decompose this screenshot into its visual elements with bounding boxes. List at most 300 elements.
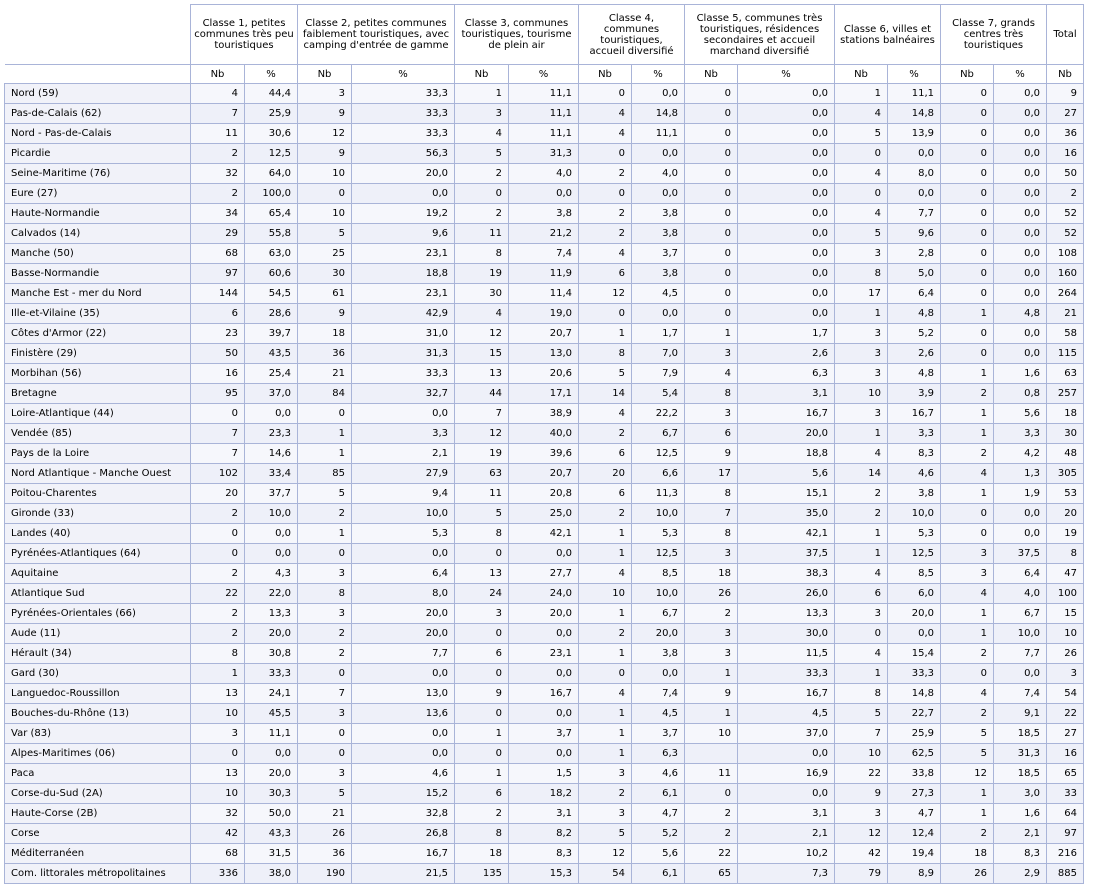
- pct-cell: 11,3: [632, 484, 685, 504]
- nb-cell: 0: [941, 124, 994, 144]
- nb-cell: 97: [191, 264, 245, 284]
- nb-cell: 2: [579, 624, 632, 644]
- pct-cell: 0,0: [632, 304, 685, 324]
- nb-cell: 0: [941, 224, 994, 244]
- nb-cell: 0: [579, 144, 632, 164]
- pct-cell: 24,0: [509, 584, 579, 604]
- pct-cell: 11,1: [245, 724, 298, 744]
- pct-cell: 30,0: [738, 624, 835, 644]
- nb-cell: 42: [191, 824, 245, 844]
- pct-cell: 0,0: [509, 664, 579, 684]
- nb-cell: 1: [685, 704, 738, 724]
- pct-cell: 7,7: [888, 204, 941, 224]
- nb-cell: 0: [941, 244, 994, 264]
- pct-cell: 24,1: [245, 684, 298, 704]
- nb-cell: 61: [298, 284, 352, 304]
- nb-cell: 4: [835, 644, 888, 664]
- pct-cell: 30,3: [245, 784, 298, 804]
- pct-cell: 0,0: [738, 104, 835, 124]
- total-cell: 22: [1047, 704, 1084, 724]
- nb-cell: 3: [685, 644, 738, 664]
- pct-cell: 10,0: [888, 504, 941, 524]
- nb-cell: 1: [191, 664, 245, 684]
- nb-cell: 1: [835, 84, 888, 104]
- nb-header: Nb: [579, 65, 632, 84]
- total-cell: 27: [1047, 724, 1084, 744]
- table-row: [5, 144, 1084, 164]
- nb-cell: 1: [941, 304, 994, 324]
- pct-cell: 14,8: [888, 104, 941, 124]
- nb-cell: 8: [298, 584, 352, 604]
- nb-cell: 1: [941, 364, 994, 384]
- nb-cell: 3: [835, 404, 888, 424]
- nb-cell: 0: [685, 124, 738, 144]
- nb-cell: 4: [941, 684, 994, 704]
- pct-cell: 8,0: [352, 584, 455, 604]
- pct-cell: 0,0: [994, 504, 1047, 524]
- pct-cell: 7,3: [738, 864, 835, 884]
- table-row: [5, 344, 1084, 364]
- pct-cell: 0,0: [994, 664, 1047, 684]
- row-label: Hérault (34): [5, 644, 191, 664]
- nb-cell: 0: [298, 184, 352, 204]
- pct-cell: 33,3: [738, 664, 835, 684]
- nb-cell: 2: [941, 824, 994, 844]
- pct-cell: 8,3: [509, 844, 579, 864]
- pct-cell: 12,5: [888, 544, 941, 564]
- pct-cell: 3,7: [509, 724, 579, 744]
- total-cell: 27: [1047, 104, 1084, 124]
- pct-cell: 39,6: [509, 444, 579, 464]
- nb-cell: 5: [835, 124, 888, 144]
- nb-cell: 4: [579, 404, 632, 424]
- nb-cell: 8: [455, 524, 509, 544]
- pct-cell: 5,4: [632, 384, 685, 404]
- nb-cell: 68: [191, 844, 245, 864]
- pct-cell: 0,0: [352, 664, 455, 684]
- pct-cell: 0,0: [509, 624, 579, 644]
- nb-cell: 10: [298, 204, 352, 224]
- pct-cell: 2,1: [738, 824, 835, 844]
- pct-cell: 8,5: [632, 564, 685, 584]
- nb-cell: 11: [191, 124, 245, 144]
- pct-cell: 2,6: [888, 344, 941, 364]
- pct-cell: 5,6: [632, 844, 685, 864]
- pct-cell: 16,7: [738, 404, 835, 424]
- nb-cell: 1: [835, 304, 888, 324]
- pct-cell: 25,4: [245, 364, 298, 384]
- pct-cell: 11,1: [888, 84, 941, 104]
- pct-cell: 3,8: [632, 224, 685, 244]
- pct-cell: 37,0: [245, 384, 298, 404]
- pct-cell: 0,0: [738, 184, 835, 204]
- nb-cell: 8: [685, 484, 738, 504]
- nb-cell: 3: [298, 764, 352, 784]
- total-cell: 63: [1047, 364, 1084, 384]
- pct-cell: 0,0: [994, 264, 1047, 284]
- nb-cell: 5: [455, 504, 509, 524]
- pct-cell: 0,0: [994, 144, 1047, 164]
- nb-cell: 26: [298, 824, 352, 844]
- nb-cell: 5: [941, 744, 994, 764]
- nb-cell: 42: [835, 844, 888, 864]
- nb-cell: 6: [835, 584, 888, 604]
- nb-cell: 2: [835, 504, 888, 524]
- pct-cell: 21,5: [352, 864, 455, 884]
- pct-cell: 33,3: [352, 104, 455, 124]
- nb-cell: 102: [191, 464, 245, 484]
- pct-cell: 10,0: [632, 504, 685, 524]
- pct-cell: 3,1: [738, 384, 835, 404]
- pct-cell: 4,8: [888, 304, 941, 324]
- nb-cell: 4: [191, 84, 245, 104]
- nb-cell: 8: [685, 384, 738, 404]
- table-row: [5, 584, 1084, 604]
- row-label: Nord Atlantique - Manche Ouest: [5, 464, 191, 484]
- nb-cell: 54: [579, 864, 632, 884]
- table-row: [5, 384, 1084, 404]
- table-row: [5, 744, 1084, 764]
- row-label: Seine-Maritime (76): [5, 164, 191, 184]
- row-label: Vendée (85): [5, 424, 191, 444]
- pct-cell: 0,0: [738, 224, 835, 244]
- pct-cell: 6,7: [994, 604, 1047, 624]
- nb-cell: 63: [455, 464, 509, 484]
- nb-cell: 0: [191, 744, 245, 764]
- pct-cell: 8,5: [888, 564, 941, 584]
- class-5-header: Classe 5, communes très touristiques, résidences secondaires et accueil marchand diversifié: [685, 5, 835, 65]
- nb-cell: 0: [835, 184, 888, 204]
- table-row: [5, 604, 1084, 624]
- pct-cell: 25,9: [888, 724, 941, 744]
- nb-cell: 6: [579, 484, 632, 504]
- nb-cell: 6: [685, 424, 738, 444]
- nb-cell: 12: [455, 324, 509, 344]
- nb-cell: 336: [191, 864, 245, 884]
- total-cell: 21: [1047, 304, 1084, 324]
- pct-cell: 0,0: [352, 724, 455, 744]
- pct-cell: 31,5: [245, 844, 298, 864]
- nb-cell: 3: [298, 84, 352, 104]
- total-cell: 52: [1047, 224, 1084, 244]
- pct-cell: 37,0: [738, 724, 835, 744]
- pct-cell: 38,9: [509, 404, 579, 424]
- nb-cell: 3: [685, 544, 738, 564]
- pct-cell: 3,9: [888, 384, 941, 404]
- total-cell: 100: [1047, 584, 1084, 604]
- nb-header: Nb: [685, 65, 738, 84]
- pct-cell: 65,4: [245, 204, 298, 224]
- nb-cell: 7: [685, 504, 738, 524]
- row-label: Eure (27): [5, 184, 191, 204]
- nb-cell: 68: [191, 244, 245, 264]
- nb-cell: 3: [579, 764, 632, 784]
- nb-cell: 2: [298, 504, 352, 524]
- pct-cell: 4,0: [509, 164, 579, 184]
- nb-cell: 84: [298, 384, 352, 404]
- pct-cell: 13,3: [738, 604, 835, 624]
- nb-cell: 2: [685, 604, 738, 624]
- nb-cell: 79: [835, 864, 888, 884]
- pct-cell: 18,2: [509, 784, 579, 804]
- pct-cell: 6,1: [632, 784, 685, 804]
- pct-cell: 3,8: [632, 644, 685, 664]
- nb-cell: 12: [579, 284, 632, 304]
- nb-cell: 0: [941, 344, 994, 364]
- nb-cell: 13: [191, 684, 245, 704]
- pct-cell: 11,1: [509, 84, 579, 104]
- nb-cell: 18: [298, 324, 352, 344]
- nb-cell: 0: [579, 184, 632, 204]
- pct-cell: 63,0: [245, 244, 298, 264]
- nb-cell: 2: [579, 504, 632, 524]
- nb-cell: 44: [455, 384, 509, 404]
- nb-cell: 0: [579, 304, 632, 324]
- total-cell: 305: [1047, 464, 1084, 484]
- nb-cell: 25: [298, 244, 352, 264]
- nb-header: Nb: [455, 65, 509, 84]
- nb-cell: 4: [835, 104, 888, 124]
- nb-cell: 1: [455, 84, 509, 104]
- pct-cell: 2,1: [352, 444, 455, 464]
- nb-cell: 2: [579, 164, 632, 184]
- nb-cell: 2: [941, 384, 994, 404]
- nb-cell: 2: [455, 804, 509, 824]
- nb-cell: 6: [579, 264, 632, 284]
- pct-cell: 20,0: [352, 164, 455, 184]
- pct-cell: 3,1: [509, 804, 579, 824]
- pct-cell: 20,8: [509, 484, 579, 504]
- row-label: Méditerranéen: [5, 844, 191, 864]
- pct-cell: 7,0: [632, 344, 685, 364]
- nb-cell: 2: [835, 484, 888, 504]
- nb-cell: 1: [579, 724, 632, 744]
- nb-cell: 1: [298, 444, 352, 464]
- nb-cell: 26: [941, 864, 994, 884]
- nb-cell: 22: [835, 764, 888, 784]
- nb-cell: 5: [298, 784, 352, 804]
- pct-cell: 5,3: [632, 524, 685, 544]
- total-cell: 52: [1047, 204, 1084, 224]
- table-row: [5, 824, 1084, 844]
- nb-cell: 19: [455, 444, 509, 464]
- pct-cell: 0,0: [738, 84, 835, 104]
- nb-cell: 1: [579, 544, 632, 564]
- pct-cell: 4,2: [994, 444, 1047, 464]
- table-row: [5, 264, 1084, 284]
- pct-cell: 4,6: [352, 764, 455, 784]
- pct-cell: 0,0: [738, 144, 835, 164]
- pct-cell: 5,2: [888, 324, 941, 344]
- nb-cell: 0: [835, 144, 888, 164]
- pct-cell: 33,3: [352, 84, 455, 104]
- pct-cell: 19,4: [888, 844, 941, 864]
- nb-cell: 1: [685, 664, 738, 684]
- nb-cell: 11: [455, 224, 509, 244]
- nb-cell: 2: [191, 604, 245, 624]
- nb-cell: 21: [298, 804, 352, 824]
- nb-cell: 0: [941, 284, 994, 304]
- nb-cell: 1: [579, 524, 632, 544]
- pct-cell: 10,0: [352, 504, 455, 524]
- pct-cell: 18,8: [352, 264, 455, 284]
- pct-cell: 26,8: [352, 824, 455, 844]
- nb-cell: 22: [685, 844, 738, 864]
- pct-cell: 0,0: [509, 704, 579, 724]
- nb-cell: 10: [685, 724, 738, 744]
- row-label: Pays de la Loire: [5, 444, 191, 464]
- pct-cell: 15,3: [509, 864, 579, 884]
- nb-cell: 10: [835, 744, 888, 764]
- pct-cell: 0,0: [632, 144, 685, 164]
- row-label: Haute-Normandie: [5, 204, 191, 224]
- nb-cell: 1: [941, 604, 994, 624]
- pct-cell: 16,7: [738, 684, 835, 704]
- pct-cell: 0,0: [738, 284, 835, 304]
- nb-cell: 0: [298, 744, 352, 764]
- nb-cell: 3: [685, 344, 738, 364]
- total-cell: 97: [1047, 824, 1084, 844]
- table-row: [5, 784, 1084, 804]
- total-cell: 216: [1047, 844, 1084, 864]
- pct-cell: 15,4: [888, 644, 941, 664]
- nb-cell: 0: [455, 544, 509, 564]
- pct-cell: 2,9: [994, 864, 1047, 884]
- table-row: [5, 124, 1084, 144]
- pct-cell: 20,0: [245, 764, 298, 784]
- nb-cell: 32: [191, 804, 245, 824]
- pct-cell: 3,1: [738, 804, 835, 824]
- row-label: Paca: [5, 764, 191, 784]
- total-cell: 58: [1047, 324, 1084, 344]
- nb-cell: 2: [455, 204, 509, 224]
- nb-cell: 3: [835, 604, 888, 624]
- pct-cell: 4,5: [632, 704, 685, 724]
- nb-cell: 0: [941, 84, 994, 104]
- nb-cell: 5: [455, 144, 509, 164]
- nb-cell: 1: [835, 424, 888, 444]
- pct-cell: 0,0: [509, 744, 579, 764]
- pct-cell: 9,4: [352, 484, 455, 504]
- nb-cell: 3: [298, 564, 352, 584]
- table-row: [5, 724, 1084, 744]
- row-label: Ille-et-Vilaine (35): [5, 304, 191, 324]
- nb-cell: 0: [685, 184, 738, 204]
- nb-cell: 15: [455, 344, 509, 364]
- nb-cell: 12: [298, 124, 352, 144]
- pct-cell: 0,0: [632, 84, 685, 104]
- nb-cell: 4: [941, 464, 994, 484]
- pct-cell: 37,5: [738, 544, 835, 564]
- pct-cell: 25,9: [245, 104, 298, 124]
- pct-cell: 12,5: [632, 544, 685, 564]
- nb-cell: 10: [298, 164, 352, 184]
- nb-cell: 2: [191, 184, 245, 204]
- pct-cell: 45,5: [245, 704, 298, 724]
- pct-cell: 4,3: [245, 564, 298, 584]
- pct-cell: 16,7: [352, 844, 455, 864]
- pct-cell: 23,1: [509, 644, 579, 664]
- pct-cell: 4,6: [632, 764, 685, 784]
- pct-cell: 33,3: [352, 364, 455, 384]
- nb-cell: 1: [579, 644, 632, 664]
- nb-cell: 2: [941, 644, 994, 664]
- nb-cell: 7: [298, 684, 352, 704]
- pct-cell: 0,0: [888, 144, 941, 164]
- nb-cell: 0: [941, 184, 994, 204]
- nb-cell: 0: [941, 524, 994, 544]
- pct-cell: 0,0: [888, 184, 941, 204]
- nb-header: Nb: [298, 65, 352, 84]
- nb-cell: 2: [941, 444, 994, 464]
- nb-cell: 0: [941, 204, 994, 224]
- pct-cell: 10,0: [632, 584, 685, 604]
- pct-cell: 1,6: [994, 804, 1047, 824]
- nb-cell: 36: [298, 344, 352, 364]
- table-row: [5, 864, 1084, 884]
- nb-cell: 1: [579, 704, 632, 724]
- pct-cell: 20,7: [509, 464, 579, 484]
- nb-cell: 0: [298, 544, 352, 564]
- nb-cell: 8: [835, 264, 888, 284]
- total-cell: 50: [1047, 164, 1084, 184]
- nb-cell: 3: [191, 724, 245, 744]
- pct-cell: 10,0: [245, 504, 298, 524]
- pct-cell: 6,0: [888, 584, 941, 604]
- nb-cell: 0: [685, 104, 738, 124]
- pct-cell: 3,7: [632, 724, 685, 744]
- pct-cell: 12,5: [245, 144, 298, 164]
- nb-cell: 0: [835, 624, 888, 644]
- nb-cell: 0: [685, 224, 738, 244]
- pct-cell: 10,2: [738, 844, 835, 864]
- row-label: Nord (59): [5, 84, 191, 104]
- row-label: Picardie: [5, 144, 191, 164]
- table-row: [5, 644, 1084, 664]
- pct-cell: 8,3: [994, 844, 1047, 864]
- total-cell: 33: [1047, 784, 1084, 804]
- pct-cell: 21,2: [509, 224, 579, 244]
- total-cell: 48: [1047, 444, 1084, 464]
- pct-cell: 5,6: [994, 404, 1047, 424]
- total-cell: 64: [1047, 804, 1084, 824]
- pct-cell: 4,5: [738, 704, 835, 724]
- pct-cell: 6,1: [632, 864, 685, 884]
- nb-cell: 190: [298, 864, 352, 884]
- nb-cell: 2: [191, 144, 245, 164]
- row-label: Côtes d'Armor (22): [5, 324, 191, 344]
- pct-cell: 1,7: [632, 324, 685, 344]
- nb-cell: 65: [685, 864, 738, 884]
- table-row: [5, 104, 1084, 124]
- total-cell: 108: [1047, 244, 1084, 264]
- nb-cell: 0: [685, 204, 738, 224]
- nb-cell: 0: [941, 104, 994, 124]
- pct-cell: 64,0: [245, 164, 298, 184]
- table-row: [5, 84, 1084, 104]
- nb-cell: 4: [835, 164, 888, 184]
- pct-cell: 6,4: [352, 564, 455, 584]
- nb-cell: 7: [191, 424, 245, 444]
- nb-cell: 0: [941, 504, 994, 524]
- pct-cell: 50,0: [245, 804, 298, 824]
- nb-cell: 1: [941, 804, 994, 824]
- pct-cell: 4,0: [994, 584, 1047, 604]
- nb-cell: 18: [455, 844, 509, 864]
- pct-cell: 35,0: [738, 504, 835, 524]
- total-cell: 20: [1047, 504, 1084, 524]
- pct-cell: 0,0: [738, 124, 835, 144]
